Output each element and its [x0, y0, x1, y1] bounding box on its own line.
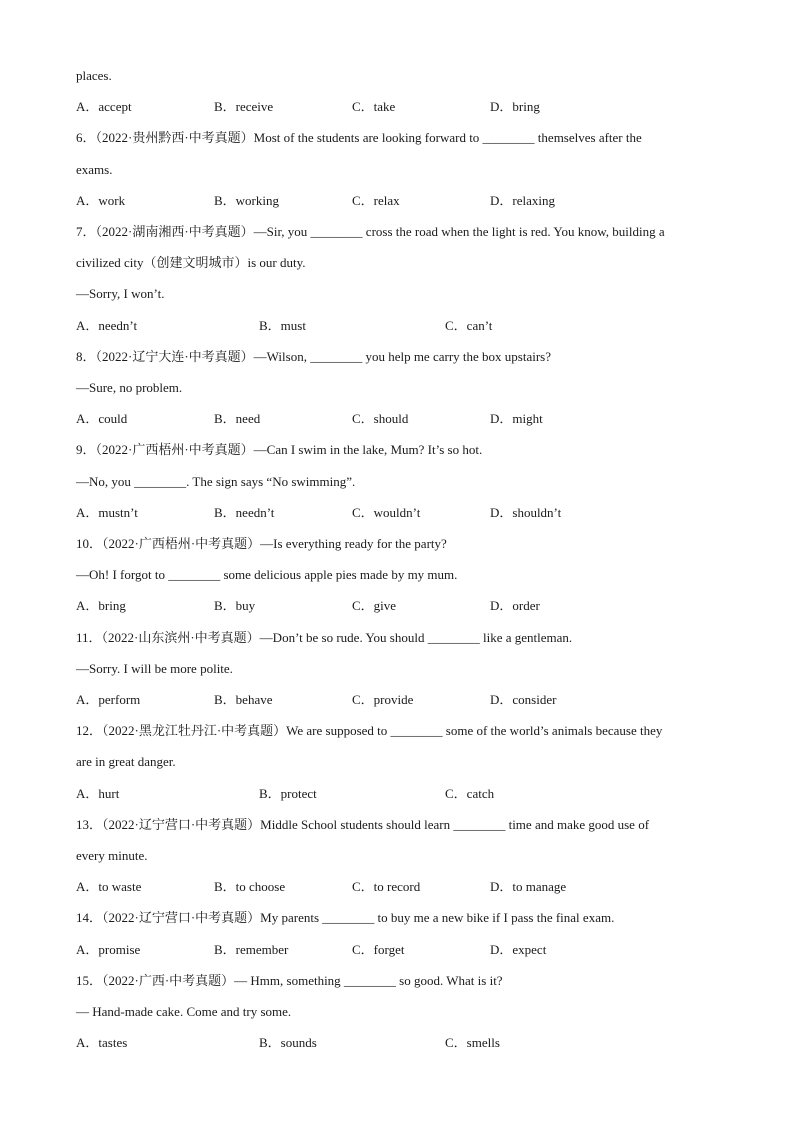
answer-option: D．relaxing: [490, 193, 555, 208]
answer-options-row: [76, 598, 724, 614]
answer-option: A．tastes: [76, 1035, 128, 1050]
answer-options-row: [76, 99, 724, 115]
answer-option: A．mustn’t: [76, 505, 138, 520]
answer-option: B．receive: [214, 99, 274, 114]
question-text-line: 12．（2022·黑龙江牡丹江·中考真题）We are supposed to ________ some of the world’s animals because they: [76, 723, 663, 738]
question-text-line: 10．（2022·广西梧州·中考真题）—Is everything ready for the party?: [76, 536, 447, 551]
question-text-line: 11．（2022·山东滨州·中考真题）—Don’t be so rude. You should ________ like a gentleman.: [76, 630, 573, 645]
answer-option: D．to manage: [490, 879, 567, 894]
answer-options-row: [76, 505, 724, 521]
answer-options-row: [76, 1035, 724, 1051]
question-text-line: 9．（2022·广西梧州·中考真题）—Can I swim in the lake, Mum? It’s so hot.: [76, 442, 483, 457]
answer-option: C．can’t: [445, 318, 493, 333]
answer-option: B．need: [214, 411, 261, 426]
answer-option: A．promise: [76, 942, 141, 957]
question-text-line: —Oh! I forgot to ________ some delicious apple pies made by my mum.: [76, 567, 458, 582]
answer-option: C．take: [352, 99, 396, 114]
answer-option: B．behave: [214, 692, 273, 707]
answer-options-row: [76, 942, 724, 958]
answer-option: A．accept: [76, 99, 132, 114]
answer-option: A．to waste: [76, 879, 142, 894]
answer-option: C．give: [352, 598, 397, 613]
answer-option: B．needn’t: [214, 505, 275, 520]
answer-option: C．wouldn’t: [352, 505, 421, 520]
answer-option: A．work: [76, 193, 126, 208]
answer-option: B．sounds: [259, 1035, 317, 1050]
answer-options-row: [76, 786, 724, 802]
answer-options-row: [76, 879, 724, 895]
answer-option: B．must: [259, 318, 306, 333]
answer-option: A．bring: [76, 598, 126, 613]
answer-option: B．remember: [214, 942, 289, 957]
question-text-line: 7．（2022·湖南湘西·中考真题）—Sir, you ________ cross the road when the light is red. You know, building a: [76, 224, 665, 239]
answer-option: A．could: [76, 411, 128, 426]
question-text-line: 8．（2022·辽宁大连·中考真题）—Wilson, ________ you help me carry the box upstairs?: [76, 349, 551, 364]
question-text-line: 6．（2022·贵州黔西·中考真题）Most of the students are looking forward to ________ themselves after the: [76, 130, 642, 145]
question-text-line: —Sure, no problem.: [76, 380, 183, 395]
answer-option: C．provide: [352, 692, 414, 707]
answer-options-row: [76, 411, 724, 427]
answer-option: C．should: [352, 411, 409, 426]
answer-options-row: [76, 193, 724, 209]
answer-option: C．smells: [445, 1035, 500, 1050]
answer-option: C．relax: [352, 193, 400, 208]
answer-options-row: [76, 318, 724, 334]
question-text-line: exams.: [76, 162, 113, 177]
question-text-line: —Sorry. I will be more polite.: [76, 661, 233, 676]
answer-option: B．buy: [214, 598, 256, 613]
answer-option: D．consider: [490, 692, 557, 707]
answer-option: C．forget: [352, 942, 405, 957]
question-text-line: 15．（2022·广西·中考真题）— Hmm, something ________ so good. What is it?: [76, 973, 503, 988]
question-text-line: —No, you ________. The sign says “No swimming”.: [76, 474, 356, 489]
answer-option: A．hurt: [76, 786, 120, 801]
question-text-line: are in great danger.: [76, 754, 176, 769]
question-text-line: —Sorry, I won’t.: [76, 286, 165, 301]
answer-option: A．perform: [76, 692, 141, 707]
question-text-line: 14．（2022·辽宁营口·中考真题）My parents ________ to buy me a new bike if I pass the final exam.: [76, 910, 615, 925]
answer-option: D．shouldn’t: [490, 505, 562, 520]
question-text-line: civilized city（创建文明城市）is our duty.: [76, 255, 306, 270]
question-text-line: 13．（2022·辽宁营口·中考真题）Middle School students should learn ________ time and make good use of: [76, 817, 650, 832]
question-text-line: places.: [76, 68, 112, 83]
answer-option: A．needn’t: [76, 318, 138, 333]
question-text-line: — Hand-made cake. Come and try some.: [76, 1004, 292, 1019]
answer-option: B．working: [214, 193, 280, 208]
answer-option: C．catch: [445, 786, 495, 801]
answer-option: D．might: [490, 411, 543, 426]
answer-option: D．expect: [490, 942, 547, 957]
answer-option: B．to choose: [214, 879, 286, 894]
answer-option: D．order: [490, 598, 540, 613]
answer-option: B．protect: [259, 786, 317, 801]
answer-option: D．bring: [490, 99, 540, 114]
answer-option: C．to record: [352, 879, 421, 894]
answer-options-row: [76, 692, 724, 708]
question-text-line: every minute.: [76, 848, 148, 863]
